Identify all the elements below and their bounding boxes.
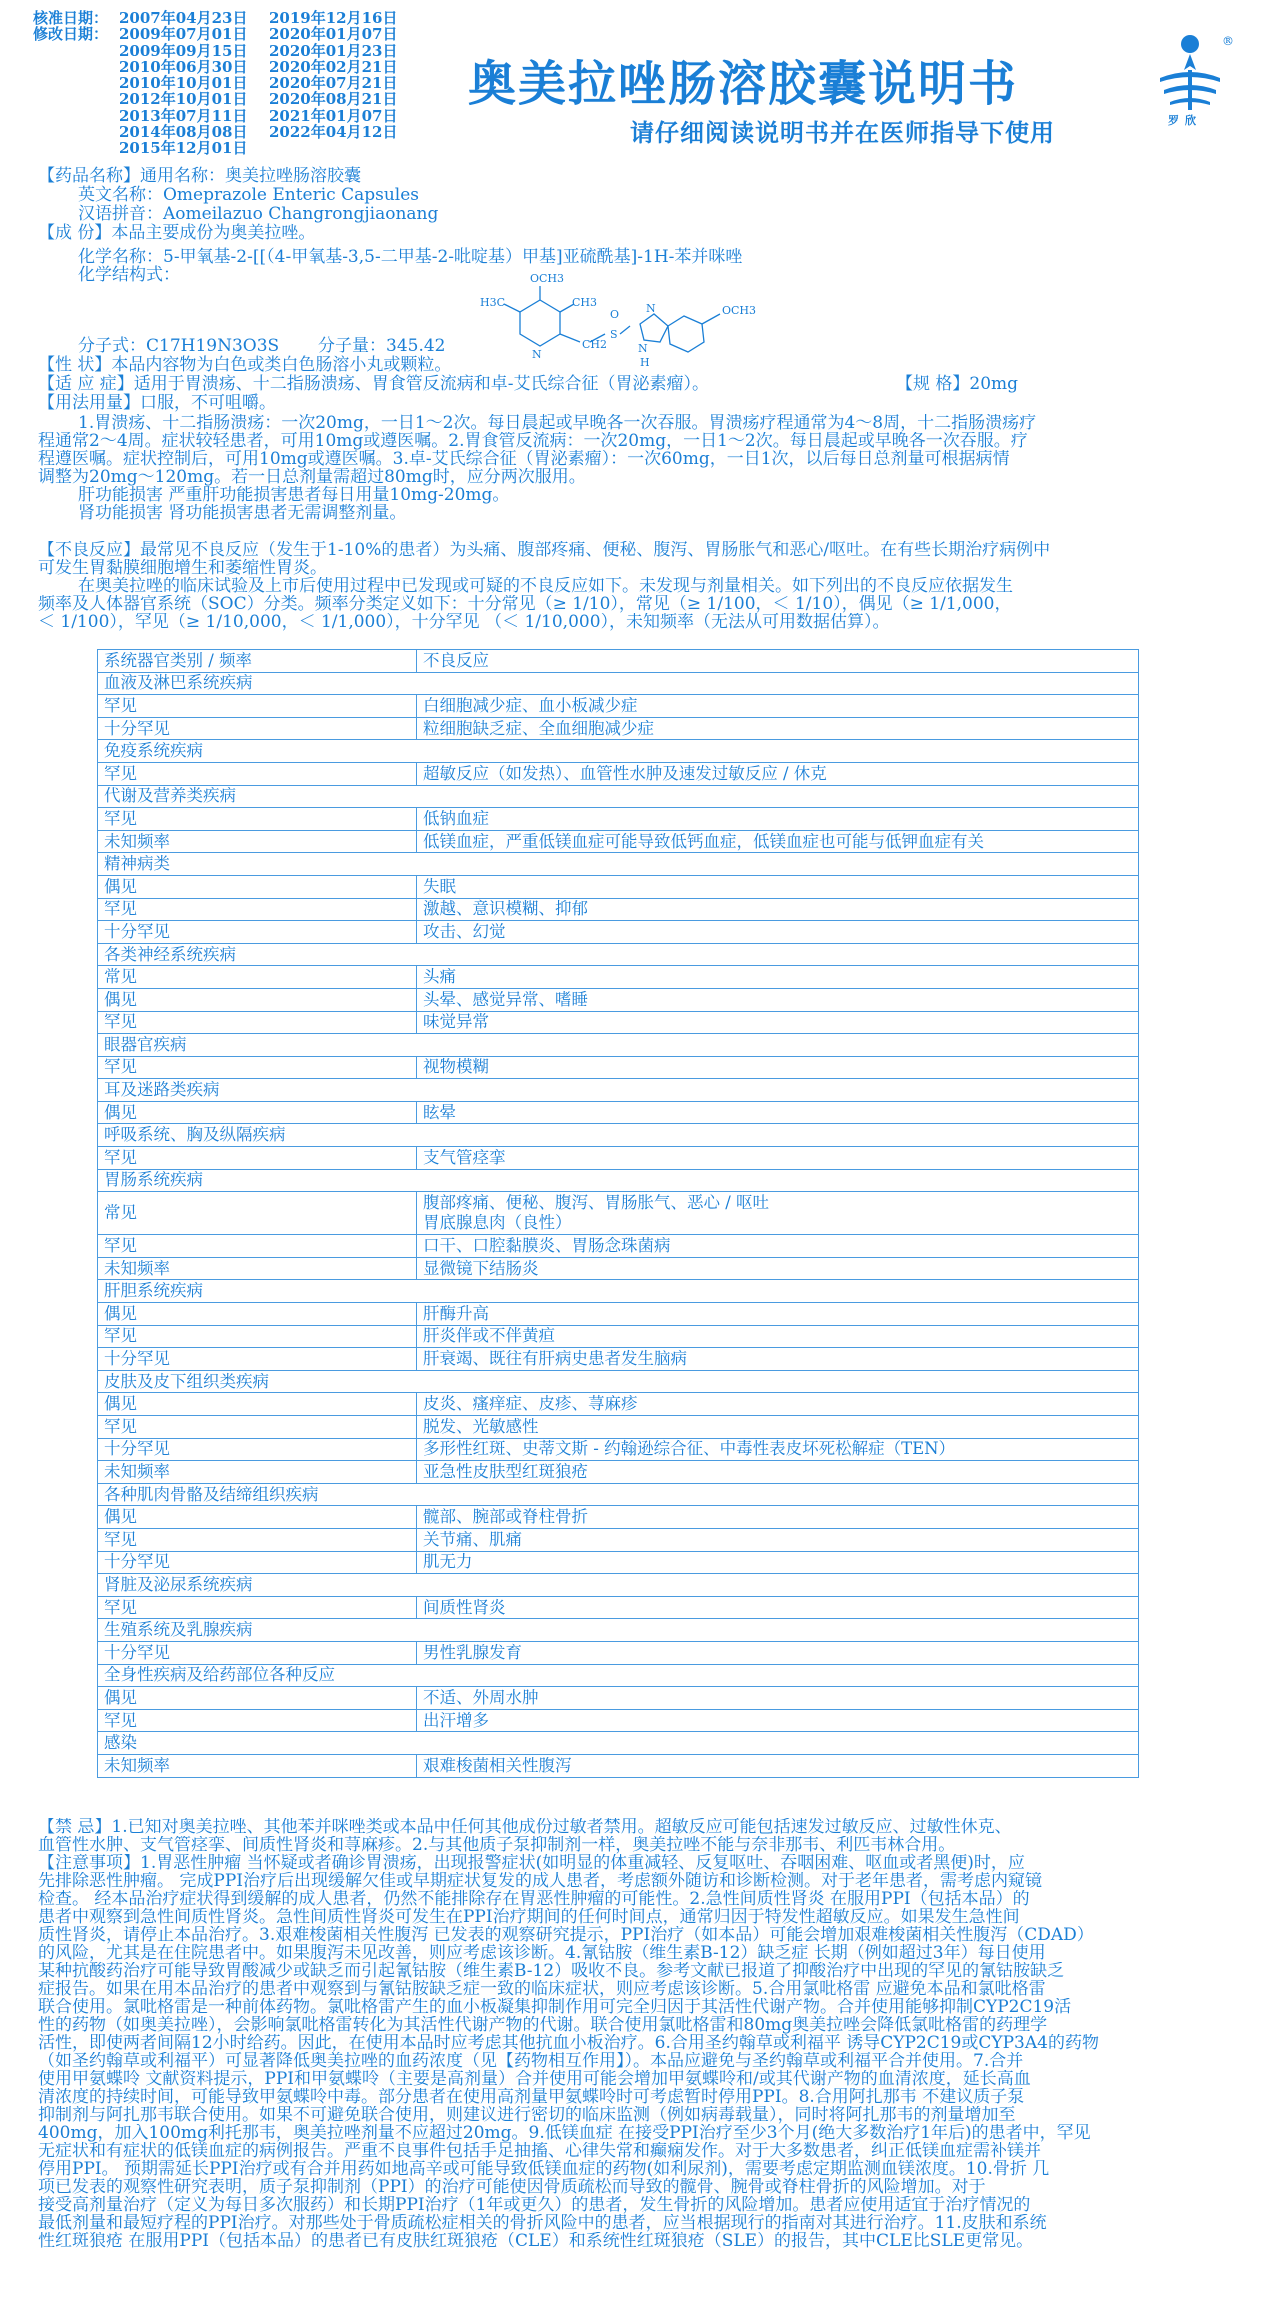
contra-para-line: 的风险，尤其是在住院患者中。如果腹泻未见改善，则应考虑该诊断。4.氰钴胺（维生素B-12）缺乏症 长期（例如超过3年）每日使用 [38,1944,1046,1962]
date-value: 2009年07月01日 [119,25,248,44]
frequency-cell: 罕见 [98,1235,417,1258]
table-row [98,1506,1139,1529]
reaction-text: 肌无力 [423,1552,473,1572]
struct-label-o: O [610,308,620,321]
frequency-cell: 十分罕见 [98,1551,417,1574]
contra-para-line: 【禁 忌】1.已知对奥美拉唑、其他苯并咪唑类或本品中任何其他成份过敏者禁用。超敏反应可能包括速发过敏反应、过敏性休克、 [38,1818,1012,1836]
table-row [98,1528,1139,1551]
reaction-text: 低钠血症 [423,808,489,828]
usage-para-line: 1.胃溃疡、十二指肠溃疡：一次20mg，一日1～2次。每日晨起或早晚各一次吞服。胃溃疡疗程通常为4～8周，十二指肠溃疡疗 [78,414,1037,432]
registered-mark: ® [1222,34,1234,48]
reaction-cell [417,830,1139,853]
frequency-cell: 罕见 [98,1528,417,1551]
category-cell: 各种肌肉骨骼及结缔组织疾病 [98,1483,1139,1506]
reaction-cell [417,1101,1139,1124]
table-category-row [98,1079,1139,1102]
date-row [33,91,398,107]
frequency-cell: 常见 [98,966,417,989]
reaction-text: 肝酶升高 [423,1303,489,1323]
reaction-cell [417,1687,1139,1710]
table-row [98,1303,1139,1326]
frequency-cell: 罕见 [98,762,417,785]
contra-para-line: 【注意事项】1.胃恶性肿瘤 当怀疑或者确诊胃溃疡，出现报警症状(如明显的体重减轻、反复呕吐、吞咽困难、呕血或者黑便)时，应 [38,1854,1025,1872]
adverse-para-line: 可发生胃黏膜细胞增生和萎缩性胃炎。 [38,559,327,577]
frequency-cell: 偶见 [98,1303,417,1326]
table-row [98,921,1139,944]
contra-para-line: 停用PPI。 预期需延长PPI治疗或有合并用药如地高辛或可能导致低镁血症的药物(如利尿剂)，需要考虑定期监测血镁浓度。10.骨折 几 [38,2160,1050,2178]
date-value: 2019年12月16日 [269,9,398,27]
reaction-cell [417,717,1139,740]
category-cell: 血液及淋巴系统疾病 [98,672,1139,695]
category-cell: 免疫系统疾病 [98,740,1139,763]
category-cell: 感染 [98,1732,1139,1755]
frequency-cell: 罕见 [98,695,417,718]
frequency-cell: 偶见 [98,1687,417,1710]
contra-para-line: 项已发表的观察性研究表明，质子泵抑制剂（PPI）的治疗可能使因骨质疏松而导致的髋骨、腕骨或脊柱骨折的风险增加。对于 [38,2178,986,2196]
reaction-cell [417,1235,1139,1258]
table-row [98,1325,1139,1348]
reaction-text: 味觉异常 [423,1012,489,1032]
date-row [33,10,398,26]
struct-label-n-upper: N [646,302,656,315]
table-row [98,875,1139,898]
page-title: 奥美拉唑肠溶胶囊说明书 [468,56,1019,112]
reaction-cell [417,921,1139,944]
date-row [33,108,398,124]
category-cell: 肾脏及泌尿系统疾病 [98,1574,1139,1597]
date-value: 2010年06月30日 [119,57,248,76]
reaction-text: 胃底腺息肉（良性） [423,1213,572,1233]
contra-para-line: 性的药物（如奥美拉唑），会影响氯吡格雷转化为其活性代谢产物的代谢。联合使用氯吡格雷和80mg奥美拉唑会降低氯吡格雷的药理学 [38,2016,1048,2034]
table-category-row [98,1280,1139,1303]
usage-paragraph [38,414,1228,522]
frequency-cell: 罕见 [98,898,417,921]
category-cell: 皮肤及皮下组织类疾病 [98,1370,1139,1393]
date-value: 2020年08月21日 [269,90,398,109]
usage-para-line: 调整为20mg～120mg。若一日总剂量需超过80mg时，应分两次服用。 [38,468,586,486]
frequency-cell: 十分罕见 [98,717,417,740]
reaction-cell [417,875,1139,898]
table-category-row [98,1664,1139,1687]
table-row [98,1348,1139,1371]
contra-para-line: 症报告。如果在用本品治疗的患者中观察到与氰钴胺缺乏症一致的临床症状，则应考虑该诊断。5.合用氯吡格雷 应避免本品和氯吡格雷 [38,1980,1046,1998]
frequency-cell: 罕见 [98,1709,417,1732]
frequency-cell: 未知频率 [98,830,417,853]
table-category-row [98,1370,1139,1393]
table-row [98,1754,1139,1777]
reaction-text: 肝炎伴或不伴黄疸 [423,1326,555,1346]
reaction-text: 艰难梭菌相关性腹泻 [423,1755,572,1775]
reaction-text: 低镁血症，严重低镁血症可能导致低钙血症，低镁血症也可能与低钾血症有关 [423,831,984,851]
frequency-cell: 偶见 [98,1506,417,1529]
frequency-cell: 偶见 [98,988,417,1011]
table-row [98,1147,1139,1170]
frequency-cell: 偶见 [98,1393,417,1416]
contra-para-line: 接受高剂量治疗（定义为每日多次服药）和长期PPI治疗（1年或更久）的患者，发生骨折的风险增加。患者应使用适宜于治疗情况的 [38,2196,1031,2214]
struct-label-ch2: CH2 [582,338,608,351]
frequency-cell: 罕见 [98,1416,417,1439]
properties-line: 【性 状】本品内容物为白色或类白色肠溶小丸或颗粒。 [38,355,452,375]
table-row [98,1641,1139,1664]
reaction-text: 头晕、感觉异常、嗜睡 [423,989,588,1009]
date-value: 2020年07月21日 [269,74,398,93]
frequency-cell: 罕见 [98,1011,417,1034]
reaction-text: 口干、口腔黏膜炎、胃肠念珠菌病 [423,1236,671,1256]
reaction-text: 出汗增多 [423,1710,489,1730]
reaction-text: 头痛 [423,967,456,987]
date-row [33,59,398,75]
frequency-cell: 十分罕见 [98,1438,417,1461]
reaction-cell [417,808,1139,831]
dates-block [33,10,398,157]
date-value: 2015年12月01日 [119,139,248,158]
contra-para-line: 最低剂量和最短疗程的PPI治疗。对那些处于骨质疏松症相关的骨折风险中的患者，应当根据现行的指南对其进行治疗。11.皮肤和系统 [38,2214,1047,2232]
struct-label-h3c: H3C [480,296,506,309]
date-row [33,140,398,156]
frequency-cell: 十分罕见 [98,1641,417,1664]
table-category-row [98,1483,1139,1506]
frequency-cell: 偶见 [98,875,417,898]
table-row [98,1192,1139,1235]
contra-para-line: 检查。 经本品治疗症状得到缓解的成人患者，仍然不能排除存在胃恶性肿瘤的可能性。2.急性间质性肾炎 在服用PPI（包括本品）的 [38,1890,1030,1908]
reaction-text: 眩晕 [423,1102,456,1122]
date-value: 2012年10月01日 [119,90,248,109]
table-category-row [98,785,1139,808]
contra-para-line: 清浓度的持续时间，可能导致甲氨蝶呤中毒。部分患者在使用高剂量甲氨蝶呤时可考虑暂时停用PPI。8.合用阿扎那韦 不建议质子泵 [38,2088,1025,2106]
table-row [98,1438,1139,1461]
struct-label-n-lower: N [638,342,648,355]
logo-text: 罗欣 [1168,114,1202,127]
reaction-text: 显微镜下结肠炎 [423,1258,539,1278]
reaction-text: 不适、外周水肿 [423,1687,539,1707]
category-cell: 全身性疾病及给药部位各种反应 [98,1664,1139,1687]
page-subtitle: 请仔细阅读说明书并在医师指导下使用 [630,119,1055,147]
table-header-row [98,650,1139,673]
struct-label-ch3: CH3 [572,296,598,309]
table-row [98,1257,1139,1280]
date-value: 2010年10月01日 [119,74,248,93]
table-row [98,1596,1139,1619]
table-row [98,1101,1139,1124]
reaction-cell [417,1551,1139,1574]
table-row [98,808,1139,831]
usage-para-line: 程通常2～4周。症状较轻患者，可用10mg或遵医嘱。2.胃食管反流病：一次20mg，一日1～2次。每日晨起或早晚各一次吞服。疗 [38,432,1028,450]
reaction-cell [417,695,1139,718]
drug-name-line: 【药品名称】通用名称：奥美拉唑肠溶胶囊 [38,166,361,186]
date-row [33,43,398,59]
category-cell: 眼器官疾病 [98,1034,1139,1057]
date-value: 2021年01月07日 [269,106,398,125]
usage-line: 【用法用量】口服，不可咀嚼。 [38,393,276,413]
category-cell: 胃肠系统疾病 [98,1169,1139,1192]
date-row [33,26,398,42]
struct-label-och3-top: OCH3 [530,272,565,285]
date-value: 2020年02月21日 [269,57,398,76]
contra-para-line: 质性肾炎，请停止本品治疗。3.艰难梭菌相关性腹泻 已发表的观察研究提示，PPI治疗（如本品）可能会增加艰难梭菌相关性腹泻（CDAD） [38,1926,1094,1944]
reaction-cell [417,1147,1139,1170]
frequency-cell: 偶见 [98,1101,417,1124]
english-name-line: 英文名称：Omeprazole Enteric Capsules [78,185,420,205]
reaction-cell [417,1754,1139,1777]
contra-para-line: 活性，即使两者间隔12小时给药。因此，在使用本品时应考虑其他抗血小板治疗。6.合用圣约翰草或利福平 诱导CYP2C19或CYP3A4的药物 [38,2034,1099,2052]
date-label: 核准日期： [33,9,109,27]
reaction-cell [417,1438,1139,1461]
adverse-para-line: ＜ 1/100），罕见（≥ 1/10,000，＜ 1/1,000），十分罕见 （＜ 1/10,000），未知频率（无法从可用数据估算）。 [38,613,890,631]
category-cell: 精神病类 [98,853,1139,876]
reaction-cell [417,1192,1139,1235]
reaction-text: 支气管痉挛 [423,1147,506,1167]
category-cell: 生殖系统及乳腺疾病 [98,1619,1139,1642]
table-header-cell: 系统器官类别 / 频率 [98,650,417,673]
frequency-cell: 未知频率 [98,1461,417,1484]
reaction-cell [417,1596,1139,1619]
contra-para-line: 性红斑狼疮 在服用PPI（包括本品）的患者已有皮肤红斑狼疮（CLE）和系统性红斑狼疮（SLE）的报告，其中CLE比SLE更常见。 [38,2232,1034,2250]
reaction-text: 激越、意识模糊、抑郁 [423,899,588,919]
reaction-text: 粒细胞缺乏症、全血细胞减少症 [423,718,654,738]
reaction-cell [417,966,1139,989]
usage-para-line: 肾功能损害 肾功能损害患者无需调整剂量。 [78,504,407,522]
reaction-text: 皮炎、瘙痒症、皮疹、荨麻疹 [423,1394,638,1414]
frequency-cell: 未知频率 [98,1257,417,1280]
frequency-cell: 常见 [98,1192,417,1235]
reaction-text: 髋部、腕部或脊柱骨折 [423,1507,588,1527]
table-category-row [98,853,1139,876]
table-category-row [98,1034,1139,1057]
specification-line: 【规 格】20mg [896,374,1019,394]
reaction-cell [417,1303,1139,1326]
reaction-cell [417,1709,1139,1732]
adverse-reactions-table [97,649,1139,1778]
struct-label-h: H [640,356,650,369]
frequency-cell: 罕见 [98,1056,417,1079]
reaction-cell [417,1506,1139,1529]
structure-label: 化学结构式： [78,265,180,285]
chemical-name-line: 化学名称：5-甲氧基-2-[[（4-甲氧基-3,5-二甲基-2-吡啶基）甲基]亚硫酰基]-1H-苯并咪唑 [78,247,743,267]
contra-para-line: 先排除恶性肿瘤。 完成PPI治疗后出现缓解欠佳或早期症状复发的成人患者，考虑额外随访和诊断检测。对于老年患者，需考虑内窥镜 [38,1872,1042,1890]
reaction-text: 男性乳腺发育 [423,1642,522,1662]
contra-para-line: 400mg，加入100mg利托那韦，奥美拉唑剂量不应超过20mg。9.低镁血症 在接受PPI治疗至少3个月(绝大多数治疗1年后)的患者中，罕见 [38,2124,1091,2142]
composition-line: 【成 份】本品主要成份为奥美拉唑。 [38,223,316,243]
category-cell: 耳及迷路类疾病 [98,1079,1139,1102]
adverse-para-line: 【不良反应】最常见不良反应（发生于1-10%的患者）为头痛、腹部疼痛、便秘、腹泻、胃肠胀气和恶心/呕吐。在有些长期治疗病例中 [38,541,1051,559]
table-row [98,1056,1139,1079]
reaction-cell [417,762,1139,785]
table-header-cell: 不良反应 [417,650,1139,673]
table-category-row [98,943,1139,966]
date-value: 2007年04月23日 [119,9,248,27]
usage-para-line: 程遵医嘱。症状控制后，可用10mg或遵医嘱。3.卓-艾氏综合征（胃泌素瘤）：一次60mg，一日1次，以后每日总剂量可根据病情 [38,450,1010,468]
reaction-cell [417,988,1139,1011]
table-row [98,762,1139,785]
reaction-text: 腹部疼痛、便秘、腹泻、胃肠胀气、恶心 / 呕吐 [423,1193,770,1213]
table-row [98,988,1139,1011]
contra-para-line: （如圣约翰草或利福平）可显著降低奥美拉唑的血药浓度（见【药物相互作用】）。本品应避免与圣约翰草或利福平合并使用。7.合并 [38,2052,1024,2070]
reaction-cell [417,1461,1139,1484]
table-category-row [98,740,1139,763]
frequency-cell: 未知频率 [98,1754,417,1777]
reaction-text: 攻击、幻觉 [423,921,506,941]
reaction-text: 亚急性皮肤型红斑狼疮 [423,1461,588,1481]
reaction-text: 多形性红斑、史蒂文斯 - 约翰逊综合征、中毒性表皮坏死松解症（TEN） [423,1439,956,1459]
contra-para-line: 某种抗酸药治疗可能导致胃酸减少或缺乏而引起氰钴胺（维生素B-12）吸收不良。参考文献已报道了抑酸治疗中出现的罕见的氰钴胺缺乏 [38,1962,1065,1980]
table-row [98,717,1139,740]
table-row [98,1709,1139,1732]
table-row [98,1461,1139,1484]
date-row [33,75,398,91]
contraindications-paragraph [38,1818,1228,2250]
frequency-cell: 十分罕见 [98,1348,417,1371]
frequency-cell: 罕见 [98,1147,417,1170]
reaction-text: 肝衰竭、既往有肝病史患者发生脑病 [423,1349,687,1369]
category-cell: 各类神经系统疾病 [98,943,1139,966]
indications-line: 【适 应 症】适用于胃溃疡、十二指肠溃疡、胃食管反流病和卓-艾氏综合征（胃泌素瘤）。 [38,374,710,394]
reaction-text: 失眠 [423,876,456,896]
reaction-text: 白细胞减少症、血小板减少症 [423,695,638,715]
reaction-text: 脱发、光敏感性 [423,1416,539,1436]
date-value: 2020年01月07日 [269,25,398,44]
table-row [98,1687,1139,1710]
adverse-para-line: 在奥美拉唑的临床试验及上市后使用过程中已发现或可疑的不良反应如下。未发现与剂量相关。如下列出的不良反应依据发生 [78,577,1013,595]
date-row [33,124,398,140]
table-category-row [98,1732,1139,1755]
frequency-cell: 罕见 [98,1325,417,1348]
date-value: 2013年07月11日 [119,106,248,125]
table-row [98,830,1139,853]
contra-para-line: 抑制剂与阿扎那韦联合使用。如果不可避免联合使用，则建议进行密切的临床监测（例如病毒载量），同时将阿扎那韦的剂量增加至 [38,2106,1016,2124]
reaction-cell [417,1393,1139,1416]
table-row [98,898,1139,921]
table-row [98,1393,1139,1416]
reaction-cell [417,1011,1139,1034]
date-value: 2022年04月12日 [269,123,398,142]
date-label: 修改日期： [33,25,109,44]
category-cell: 呼吸系统、胸及纵隔疾病 [98,1124,1139,1147]
frequency-cell: 罕见 [98,1596,417,1619]
category-cell: 肝胆系统疾病 [98,1280,1139,1303]
contra-para-line: 无症状和有症状的低镁血症的病例报告。严重不良事件包括手足抽搐、心律失常和癫痫发作。对于大多数患者，纠正低镁血症需补镁并 [38,2142,1041,2160]
table-category-row [98,1124,1139,1147]
reaction-text: 间质性肾炎 [423,1597,506,1617]
adverse-reactions-paragraph [38,541,1228,631]
contra-para-line: 患者中观察到急性间质性肾炎。急性间质性肾炎可发生在PPI治疗期间的任何时间点，通常归因于特发性超敏反应。如果发生急性间 [38,1908,1020,1926]
table-row [98,966,1139,989]
frequency-cell: 十分罕见 [98,921,417,944]
usage-para-line: 肝功能损害 严重肝功能损害患者每日用量10mg-20mg。 [78,486,510,504]
table-category-row [98,1169,1139,1192]
date-value: 2009年09月15日 [119,41,248,60]
reaction-text: 视物模糊 [423,1057,489,1077]
struct-label-s: S [610,328,618,341]
table-category-row [98,1619,1139,1642]
adverse-para-line: 频率及人体器官系统（SOC）分类。频率分类定义如下：十分常见（≥ 1/10），常见（≥ 1/100，＜ 1/10），偶见（≥ 1/1,000， [38,595,1012,613]
frequency-cell: 罕见 [98,808,417,831]
table-row [98,1011,1139,1034]
molecular-formula: 分子式：C17H19N3O3S [78,336,280,356]
reaction-cell [417,1056,1139,1079]
reaction-cell [417,1528,1139,1551]
contra-para-line: 使用甲氨蝶呤 文献资料提示，PPI和甲氨蝶呤（主要是高剂量）合并使用可能会增加甲氨蝶呤和/或其代谢产物的血清浓度，延长高血 [38,2070,1031,2088]
date-value: 2014年08月08日 [119,123,248,142]
pinyin-line: 汉语拼音：Aomeilazuo Changrongjiaonang [78,204,439,224]
reaction-text: 关节痛、肌痛 [423,1529,522,1549]
table-category-row [98,1574,1139,1597]
reaction-cell [417,1325,1139,1348]
table-row [98,1551,1139,1574]
molecular-weight: 分子量：345.42 [318,336,446,356]
reaction-text: 超敏反应（如发热）、血管性水肿及速发过敏反应 / 休克 [423,763,827,783]
table-row [98,1235,1139,1258]
reaction-cell [417,1416,1139,1439]
struct-label-och3-right: OCH3 [722,304,757,317]
table-row [98,1416,1139,1439]
date-value: 2020年01月23日 [269,41,398,60]
contra-para-line: 血管性水肿、支气管痉挛、间质性肾炎和荨麻疹。2.与其他质子泵抑制剂一样，奥美拉唑不能与奈非那韦、利匹韦林合用。 [38,1836,956,1854]
table-category-row [98,672,1139,695]
table-row [98,695,1139,718]
category-cell: 代谢及营养类疾病 [98,785,1139,808]
reaction-cell [417,1641,1139,1664]
contra-para-line: 联合使用。氯吡格雷是一种前体药物。氯吡格雷产生的血小板凝集抑制作用可完全归因于其活性代谢产物。合并使用能够抑制CYP2C19活 [38,1998,1072,2016]
reaction-cell [417,1348,1139,1371]
reaction-cell [417,1257,1139,1280]
reaction-cell [417,898,1139,921]
struct-label-n-pyridine: N [532,348,542,361]
